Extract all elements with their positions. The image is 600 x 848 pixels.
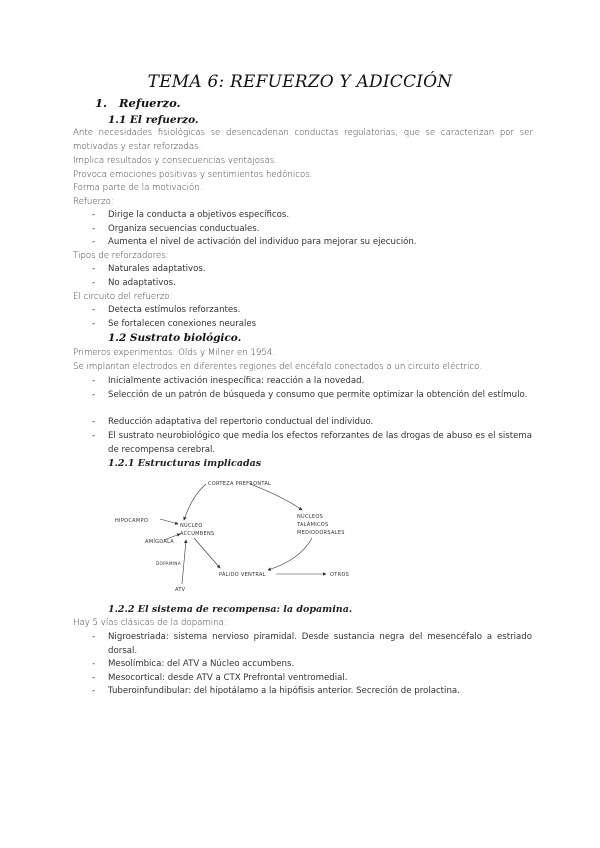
- list-item: - Reducción adaptativa del repertorio conductual del individuo.: [92, 417, 374, 427]
- section-heading-refuerzo: [95, 96, 181, 110]
- label-corteza-prefrontal: CORTEZA PREFRONTAL: [208, 481, 272, 487]
- label-palido-ventral: PÁLIDO VENTRAL: [219, 572, 266, 578]
- list-item: - Mesocortical: desde ATV a CTX Prefrontal ventromedial.: [92, 673, 348, 683]
- label-dopamina: DOPAMINA: [156, 561, 181, 566]
- list-item: - Se fortalecen conexiones neurales: [92, 319, 257, 329]
- label-nucleo-line1: NÚCLEO: [180, 523, 203, 529]
- list-item: - Organiza secuencias conductuales.: [92, 224, 260, 234]
- paragraph-line: Se implantan electrodos en diferentes regiones del encéfalo conectados a un circuito eléctrico.: [73, 362, 482, 372]
- label-otros: OTROS: [330, 572, 350, 578]
- list-item: - Mesolímbica: del ATV a Núcleo accumbens.: [92, 659, 295, 669]
- list-item: - No adaptativos.: [92, 278, 176, 288]
- subsection-heading-sustrato: 1.2 Sustrato biológico.: [108, 332, 242, 344]
- paragraph-line: Hay 5 vías clásicas de la dopamina:: [73, 618, 227, 628]
- subsubsection-heading-dopamina: 1.2.2 El sistema de recompensa: la dopamina.: [108, 604, 353, 615]
- section-title: Refuerzo.: [119, 96, 181, 110]
- label-atv: ATV: [175, 587, 186, 593]
- label-nucleos-line2: TALÁMICOS: [297, 522, 329, 528]
- label-nucleos-line3: MEDIODORSALES: [297, 530, 345, 536]
- list-item: - Tuberoinfundibular: del hipotálamo a la hipófisis anterior. Secreción de prolactina.: [92, 686, 460, 696]
- arrow-hipocampo-to-nucleo: [160, 519, 178, 524]
- paragraph-line: El circuito del refuerzo:: [73, 292, 173, 302]
- section-number: 1.: [95, 96, 108, 110]
- paragraph-line: Forma parte de la motivación.: [73, 183, 203, 193]
- arrow-nucleos-to-palido: [268, 538, 312, 570]
- list-item: - Nigroestriada: sistema nervioso piramidal. Desde sustancia negra del mesencéfalo a estriado dorsal.: [92, 632, 532, 656]
- list-item: - El sustrato neurobiológico que media los efectos reforzantes de las drogas de abuso es el sistema de recompensa cerebral.: [92, 431, 532, 455]
- paragraph-line: Primeros experimentos: Olds y Milner en 1954.: [73, 348, 276, 358]
- page-title: TEMA 6: REFUERZO Y ADICCIÓN: [147, 72, 453, 92]
- label-nucleos-line1: NÚCLEOS: [297, 514, 324, 520]
- paragraph-line: Refuerzo:: [73, 197, 114, 207]
- paragraph-line: Implica resultados y consecuencias ventajosas.: [73, 156, 277, 166]
- list-item: - Dirige la conducta a objetivos específicos.: [92, 210, 290, 220]
- subsection-heading-el-refuerzo: 1.1 El refuerzo.: [108, 114, 199, 126]
- paragraph-line: Tipos de reforzadores:: [73, 251, 169, 261]
- arrow-atv-to-nucleo: [182, 540, 186, 584]
- paragraph-intro: Ante necesidades fisiológicas se desencadenan conductas regulatorias, que se caracterizan por ser motivadas y estar reforzadas.: [73, 128, 533, 152]
- list-item: - Detecta estímulos reforzantes.: [92, 305, 241, 315]
- subsubsection-heading-estructuras: 1.2.1 Estructuras implicadas: [108, 458, 262, 469]
- arrow-corteza-to-nucleos: [250, 484, 302, 510]
- list-item: - Inicialmente activación inespecífica: reacción a la novedad.: [92, 376, 365, 386]
- label-nucleo-line2: ACCUMBENS: [180, 531, 215, 537]
- paragraph-line: Provoca emociones positivas y sentimientos hedónicos.: [73, 170, 313, 180]
- label-amigdala: AMÍGDALA: [145, 539, 174, 545]
- list-item: - Selección de un patrón de búsqueda y consumo que permite optimizar la obtención del estímulo.: [92, 390, 528, 400]
- list-item: - Naturales adaptativos.: [92, 264, 206, 274]
- label-hipocampo: HIPOCAMPO: [115, 518, 149, 524]
- brain-structures-diagram: [100, 472, 420, 602]
- list-item: - Aumenta el nivel de activación del individuo para mejorar su ejecución.: [92, 237, 417, 247]
- arrow-corteza-to-nucleo: [184, 484, 206, 520]
- arrow-nucleo-to-palido: [194, 538, 220, 568]
